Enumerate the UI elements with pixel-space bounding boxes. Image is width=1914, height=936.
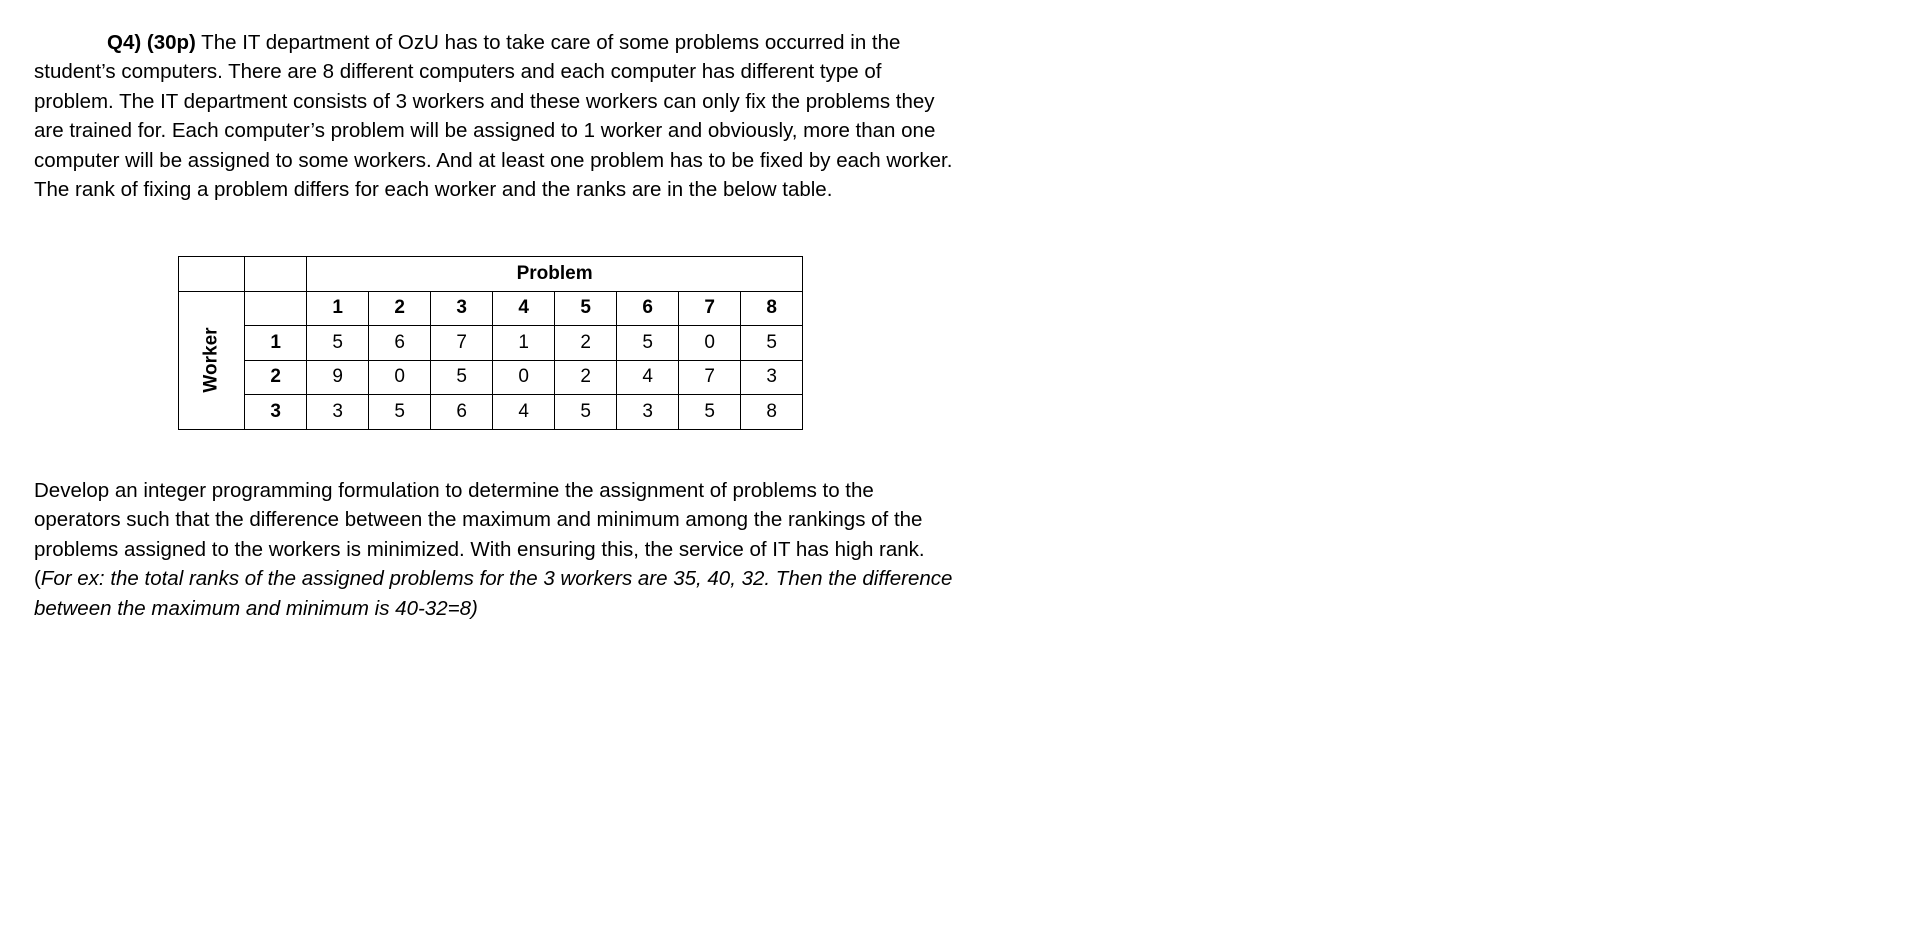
rank-cell: 4 — [493, 395, 555, 430]
rank-cell: 4 — [617, 360, 679, 395]
problem-group-header: Problem — [307, 257, 803, 292]
table-row — [179, 395, 803, 430]
task-paragraph — [34, 476, 954, 623]
rank-cell: 6 — [431, 395, 493, 430]
problem-header: 3 — [431, 291, 493, 326]
rank-cell: 6 — [369, 326, 431, 361]
table-corner-cell — [245, 257, 307, 292]
table-corner-cell — [179, 257, 245, 292]
problem-header: 2 — [369, 291, 431, 326]
worker-header: 2 — [245, 360, 307, 395]
rank-cell: 5 — [741, 326, 803, 361]
task-block — [34, 476, 954, 623]
rank-cell: 0 — [679, 326, 741, 361]
problem-header: 4 — [493, 291, 555, 326]
rank-cell: 5 — [679, 395, 741, 430]
rank-cell: 2 — [555, 326, 617, 361]
task-text: Develop an integer programming formulation to determine the assignment of problems to the operators such that the difference between the maximum and minimum among the rankings of the problems assigned to the workers is minimized. With ensuring this, the service of IT has high rank. ( — [34, 479, 925, 591]
problem-header: 7 — [679, 291, 741, 326]
rank-cell: 5 — [307, 326, 369, 361]
table-corner-cell — [245, 291, 307, 326]
problem-header: 1 — [307, 291, 369, 326]
rank-table-container — [178, 256, 803, 430]
rank-cell: 1 — [493, 326, 555, 361]
question-label: Q4) (30p) — [107, 31, 196, 54]
rank-cell: 8 — [741, 395, 803, 430]
rank-cell: 3 — [617, 395, 679, 430]
rank-cell: 7 — [431, 326, 493, 361]
rank-cell: 7 — [679, 360, 741, 395]
rank-cell: 5 — [431, 360, 493, 395]
rank-cell: 2 — [555, 360, 617, 395]
problem-header: 8 — [741, 291, 803, 326]
rank-cell: 3 — [741, 360, 803, 395]
task-example: For ex: the total ranks of the assigned problems for the 3 workers are 35, 40, 32. Then the difference between the maximum and minimum is 40-32=8) — [34, 567, 953, 620]
table-row — [179, 360, 803, 395]
worker-header: 1 — [245, 326, 307, 361]
question-intro-text: The IT department of OzU has to take care of some problems occurred in the student’s computers. There are 8 different computers and each computer has different type of problem. The IT department consists of 3 workers and these workers can only fix the problems they are trained for. Each computer’s problem will be assigned to 1 worker and obviously, more than one computer will be assigned to some workers. And at least one problem has to be fixed by each worker. The rank of fixing a problem differs for each worker and the ranks are in the below table. — [34, 31, 953, 202]
worker-header: 3 — [245, 395, 307, 430]
table-header-row-problems — [179, 291, 803, 326]
table-row — [179, 326, 803, 361]
table-header-row-group — [179, 257, 803, 292]
rank-table — [178, 256, 803, 430]
rank-cell: 9 — [307, 360, 369, 395]
question-intro-paragraph — [34, 28, 954, 204]
rank-cell: 5 — [555, 395, 617, 430]
rank-cell: 0 — [369, 360, 431, 395]
rank-cell: 5 — [369, 395, 431, 430]
problem-header: 6 — [617, 291, 679, 326]
worker-group-header: Worker — [200, 327, 222, 393]
rank-cell: 3 — [307, 395, 369, 430]
question-intro-block — [34, 28, 954, 204]
worker-group-header-cell — [179, 291, 245, 429]
rank-cell: 5 — [617, 326, 679, 361]
problem-header: 5 — [555, 291, 617, 326]
rank-cell: 0 — [493, 360, 555, 395]
